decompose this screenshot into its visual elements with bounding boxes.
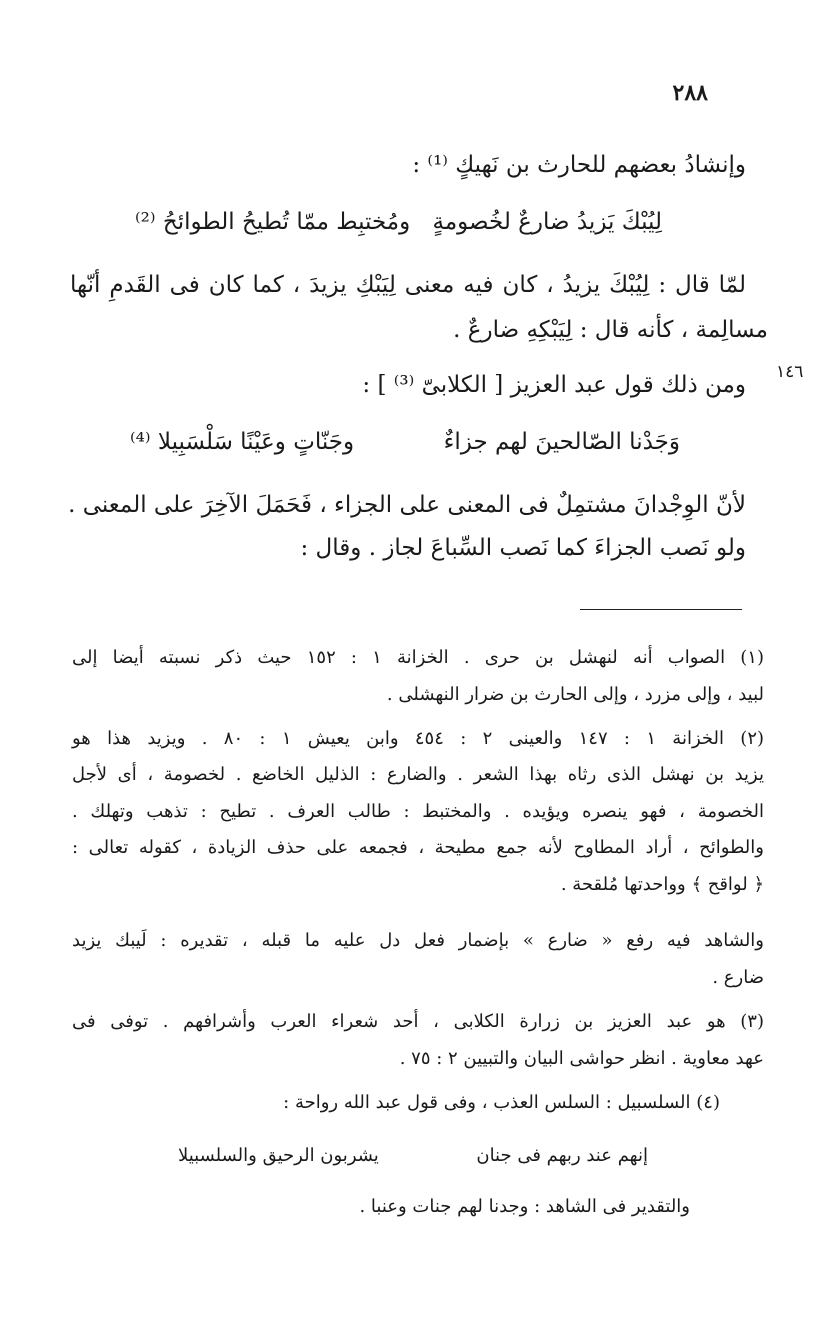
footnote-2-shahid-line-2: ضارع .	[712, 967, 764, 988]
main-paragraph-2-line-1: لأنّ الوِجْدانَ مشتمِلٌ فى المعنى على الجزاء ، فَحَمَلَ الآخِرَ على المعنى .	[68, 492, 746, 518]
footnote-2-line-2: يزيد بن نهشل الذى رثاه بهذا الشعر . والضارع : الذليل الخاضع . لخصومة ، أى لأجل	[72, 764, 764, 785]
footnote-4-line-2: والتقدير فى الشاهد : وجدنا لهم جنات وعنبا .	[359, 1196, 690, 1217]
main-paragraph-2-line-2: ولو نَصب الجزاءَ كما نَصب السِّباعَ لجاز . وقال :	[300, 535, 746, 561]
main-paragraph-1-line-1: لمّا قال : لِيُبْكَ يزيدُ ، كان فيه معنى لِيَبْكِ يزيدَ ، كما كان فى القَدمِ أنّها	[70, 272, 746, 298]
main-line-kilabi: ومن ذلك قول عبد العزيز [ الكلابىّ ⁽³⁾ ] :	[362, 372, 746, 398]
footnote-3-line-1: (٣) هو عبد العزيز بن زرارة الكلابى ، أحد شعراء العرب وأشرافهم . توفى فى	[72, 1011, 764, 1032]
verse-1-hemistich-1: لِيُبْكَ يَزيدُ ضارعٌ لخُصومةٍ	[432, 209, 662, 235]
footnote-2-line-3: الخصومة ، فهو ينصره ويؤيده . والمختبط : طالب العرف . تطيح : تذهب وتهلك .	[72, 801, 764, 822]
footnote-separator	[580, 609, 742, 610]
footnote-2-line-4: والطوائح ، أراد المطاوح لأنه جمع مطيحة ، فجمعه على حذف الزيادة ، كقوله تعالى :	[72, 837, 764, 858]
footnote-3-line-2: عهد معاوية . انظر حواشى البيان والتبيين ٢ : ٧٥ .	[399, 1048, 764, 1069]
main-paragraph-1-line-2: مسالِمة ، كأنه قال : لِيَبْكِهِ ضارعٌ .	[453, 317, 768, 343]
footnote-2-shahid-line-1: والشاهد فيه رفع « ضارع » بإضمار فعل دل عليه ما قبله ، تقديره : لَيبك يزيد	[72, 930, 764, 951]
footnote-1-line-1: (١) الصواب أنه لنهشل بن حرى . الخزانة ١ : ١٥٢ حيث ذكر نسبته أيضا إلى	[72, 647, 764, 668]
page-number: ٢٨٨	[672, 80, 708, 106]
footnote-4-verse-hemistich-1: إنهم عند ربهم فى جنان	[476, 1145, 648, 1166]
footnote-1-line-2: لبيد ، وإلى مزرد ، وإلى الحارث بن ضرار النهشلى .	[386, 684, 764, 705]
main-line-intro: وإنشادُ بعضهم للحارث بن نَهيكٍ ⁽¹⁾ :	[412, 152, 746, 178]
footnote-4-line-1: (٤) السلسبيل : السلس العذب ، وفى قول عبد الله رواحة :	[283, 1092, 720, 1113]
margin-page-reference: ١٤٦	[776, 362, 804, 382]
footnote-4-verse-hemistich-2: يشربون الرحيق والسلسبيلا	[178, 1145, 379, 1166]
footnote-2-line-1: (٢) الخزانة ١ : ١٤٧ والعينى ٢ : ٤٥٤ وابن يعيش ١ : ٨٠ . ويزيد هذا هو	[72, 728, 765, 749]
verse-2-hemistich-2: وجَنّاتٍ وعَيْنًا سَلْسَبِيلا ⁽⁴⁾	[130, 429, 355, 455]
footnote-2-line-5: ﴿ لواقح ﴾ وواحدتها مُلقحة .	[560, 874, 764, 895]
verse-2-hemistich-1: وَجَدْنا الصّالحينَ لهم جزاءٌ	[443, 429, 680, 455]
verse-1-hemistich-2: ومُختبِط ممّا تُطيحُ الطوائحُ ⁽²⁾	[135, 209, 411, 235]
